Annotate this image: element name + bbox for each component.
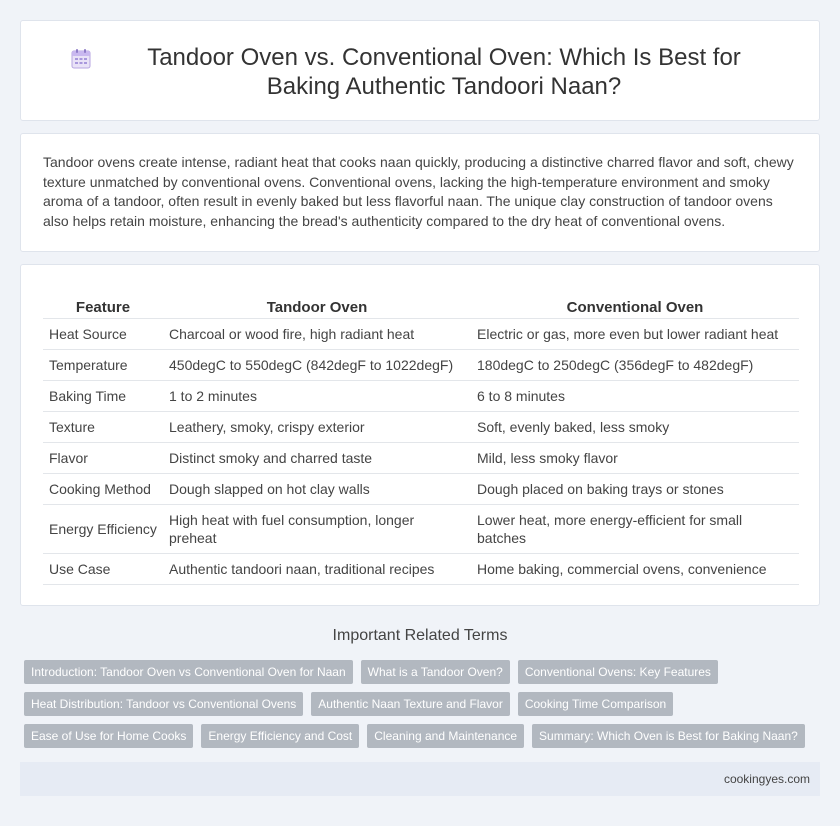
tag-link[interactable]: Summary: Which Oven is Best for Baking Naan? (532, 724, 805, 748)
tandoor-cell: Leathery, smoky, crispy exterior (163, 412, 471, 443)
tandoor-cell: High heat with fuel consumption, longer preheat (163, 505, 471, 554)
tag-link[interactable]: Heat Distribution: Tandoor vs Conventional Ovens (24, 692, 303, 716)
title-card (20, 20, 820, 121)
comparison-card (20, 264, 820, 606)
related-terms-heading: Important Related Terms (332, 627, 508, 644)
tandoor-cell: Authentic tandoori naan, traditional recipes (163, 554, 471, 585)
table-row (43, 443, 799, 474)
tag-link[interactable]: Authentic Naan Texture and Flavor (311, 692, 510, 716)
comparison-table (43, 294, 799, 585)
conventional-cell: 180degC to 250degC (356degF to 482degF) (471, 350, 799, 381)
conventional-cell: 6 to 8 minutes (471, 381, 799, 412)
conventional-cell: Soft, evenly baked, less smoky (471, 412, 799, 443)
header-feature: Feature (43, 294, 163, 319)
table-row (43, 350, 799, 381)
conventional-cell: Lower heat, more energy-efficient for small batches (471, 505, 799, 554)
header-conventional-oven: Conventional Oven (471, 294, 799, 319)
table-row (43, 474, 799, 505)
feature-cell: Temperature (43, 350, 163, 381)
footer-site-name[interactable]: cookingyes.com (723, 772, 810, 786)
tag-link[interactable]: Ease of Use for Home Cooks (24, 724, 193, 748)
feature-cell: Energy Efficiency (43, 505, 163, 554)
feature-cell: Flavor (43, 443, 163, 474)
conventional-cell: Home baking, commercial ovens, convenience (471, 554, 799, 585)
tag-link[interactable]: Introduction: Tandoor Oven vs Conventional Oven for Naan (24, 660, 353, 684)
feature-cell: Texture (43, 412, 163, 443)
tag-row (24, 692, 824, 716)
tag-link[interactable]: Conventional Ovens: Key Features (518, 660, 718, 684)
conventional-cell: Dough placed on baking trays or stones (471, 474, 799, 505)
feature-cell: Use Case (43, 554, 163, 585)
tandoor-cell: 1 to 2 minutes (163, 381, 471, 412)
tandoor-cell: Charcoal or wood fire, high radiant heat (163, 319, 471, 350)
table-header-row (43, 294, 799, 319)
feature-cell: Cooking Method (43, 474, 163, 505)
table-row (43, 319, 799, 350)
page-title: Tandoor Oven vs. Conventional Oven: Which Is Best for Baking Authentic Tandoori Naan? (147, 44, 741, 100)
tandoor-cell: Distinct smoky and charred taste (163, 443, 471, 474)
tandoor-cell: 450degC to 550degC (842degF to 1022degF) (163, 350, 471, 381)
table-row (43, 381, 799, 412)
table-row (43, 505, 799, 554)
tag-link[interactable]: Energy Efficiency and Cost (201, 724, 359, 748)
tag-link[interactable]: What is a Tandoor Oven? (361, 660, 510, 684)
table-row (43, 412, 799, 443)
related-terms-tags (24, 660, 824, 756)
intro-card (20, 133, 820, 252)
conventional-cell: Mild, less smoky flavor (471, 443, 799, 474)
header-tandoor-oven: Tandoor Oven (163, 294, 471, 319)
tag-row (24, 724, 824, 748)
table-row (43, 554, 799, 585)
tag-link[interactable]: Cooking Time Comparison (518, 692, 673, 716)
conventional-cell: Electric or gas, more even but lower radiant heat (471, 319, 799, 350)
feature-cell: Baking Time (43, 381, 163, 412)
intro-paragraph: Tandoor ovens create intense, radiant heat that cooks naan quickly, producing a distinctive charred flavor and soft, chewy texture unmatched by conventional ovens. Conventional ovens, lacking the high-temperature environment and smoky aroma of a tandoor, often result in evenly baked but less flavorful naan. The unique clay construction of tandoor ovens also helps retain moisture, enhancing the bread's authenticity compared to the dry heat of conventional ovens. (43, 154, 794, 229)
footer (20, 762, 820, 796)
feature-cell: Heat Source (43, 319, 163, 350)
tag-link[interactable]: Cleaning and Maintenance (367, 724, 524, 748)
tandoor-cell: Dough slapped on hot clay walls (163, 474, 471, 505)
tag-row (24, 660, 824, 684)
